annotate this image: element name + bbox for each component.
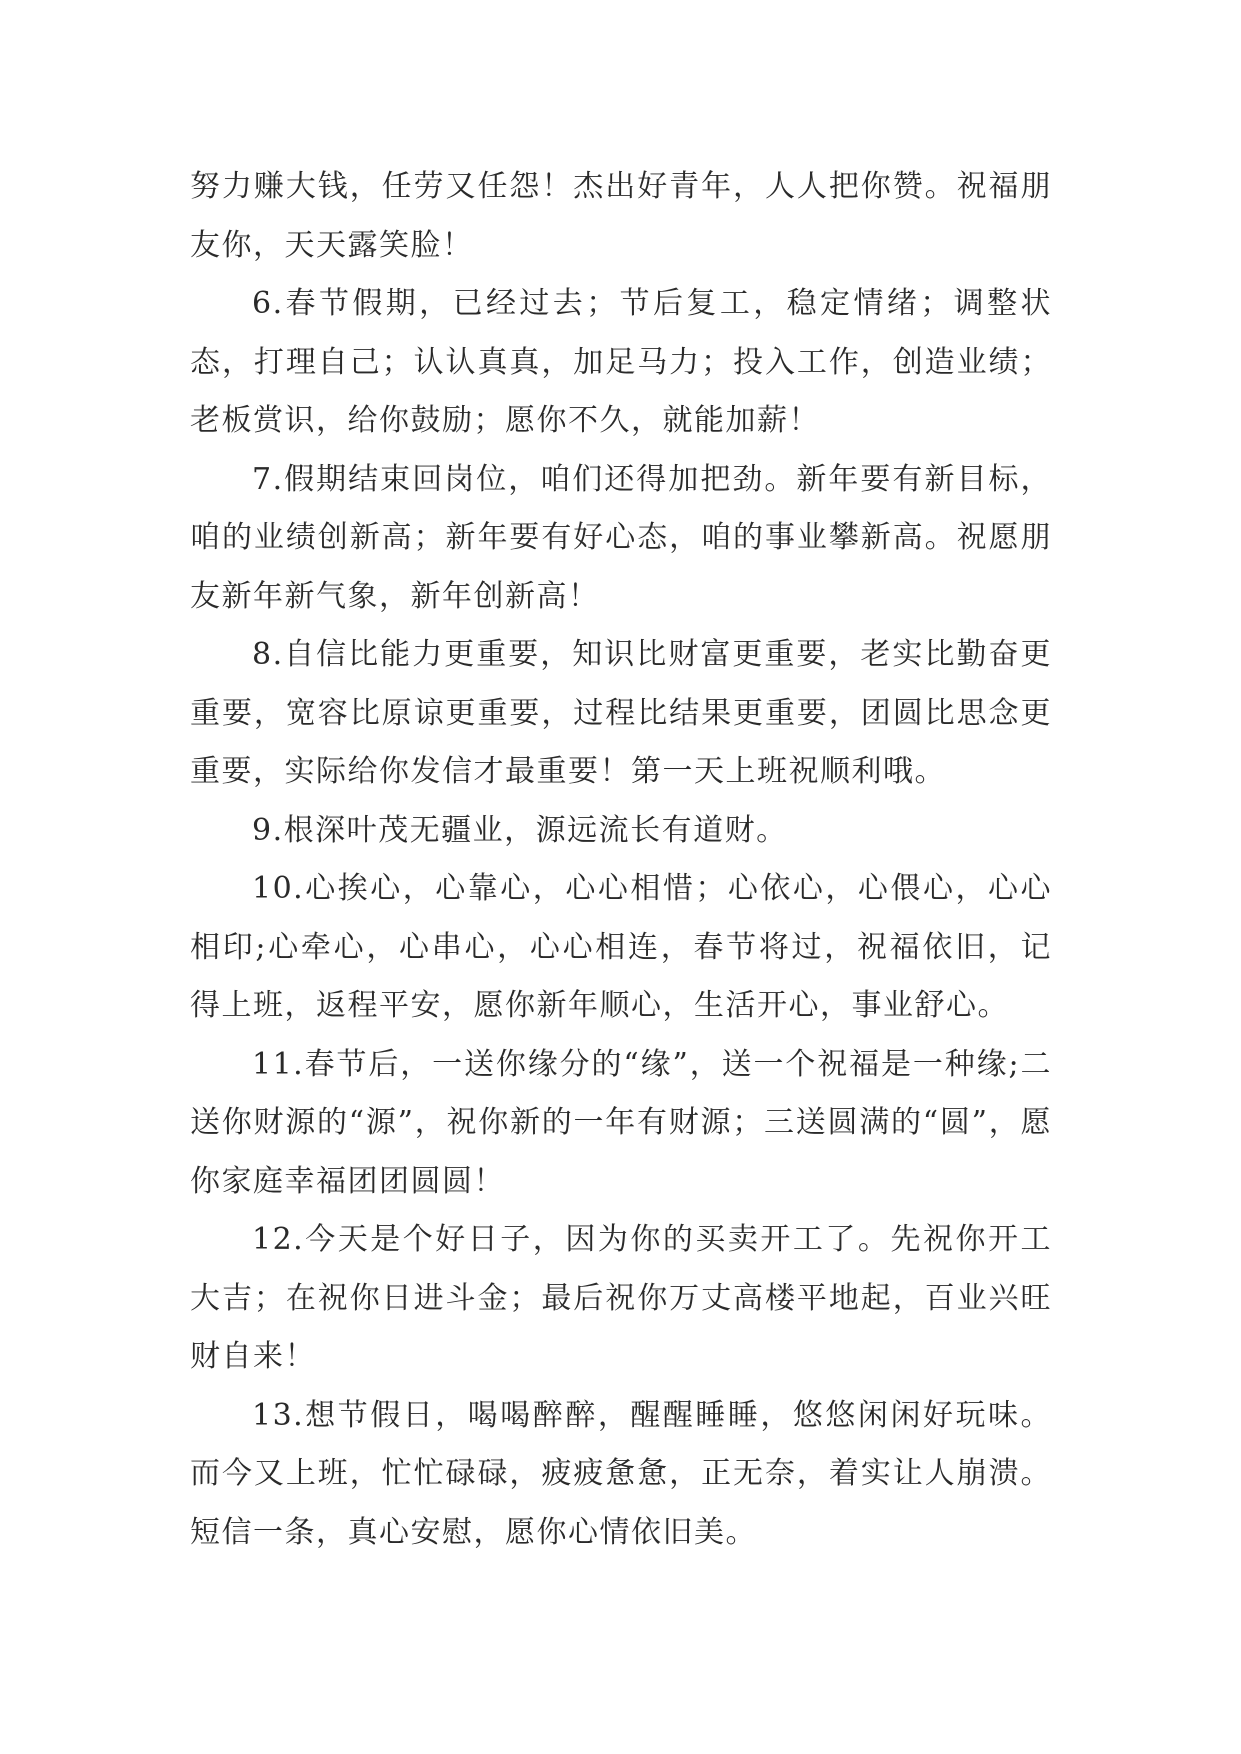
paragraph-item-6: 6.春节假期，已经过去；节后复工，稳定情绪；调整状态，打理自己；认认真真，加足马力；投入工作，创造业绩；老板赏识，给你鼓励；愿你不久，就能加薪！: [190, 286, 1052, 438]
document-body: [190, 158, 1052, 1562]
paragraph-item-11: 11.春节后，一送你缘分的“缘”，送一个祝福是一种缘;二送你财源的“源”，祝你新的一年有财源；三送圆满的“圆”，愿你家庭幸福团团圆圆！: [190, 1046, 1052, 1199]
paragraph-item-8: 8.自信比能力更重要，知识比财富更重要，老实比勤奋更重要，宽容比原谅更重要，过程比结果更重要，团圆比思念更重要，实际给你发信才最重要！第一天上班祝顺利哦。: [190, 637, 1052, 789]
paragraph-continuation: 努力赚大钱，任劳又任怨！杰出好青年，人人把你赞。祝福朋友你，天天露笑脸！: [190, 169, 1052, 263]
paragraph-item-10: 10.心挨心，心靠心，心心相惜；心依心，心偎心，心心相印;心牵心，心串心，心心相连，春节将过，祝福依旧，记得上班，返程平安，愿你新年顺心，生活开心，事业舒心。: [190, 871, 1052, 1023]
paragraph-item-12: 12.今天是个好日子，因为你的买卖开工了。先祝你开工大吉；在祝你日进斗金；最后祝你万丈高楼平地起，百业兴旺财自来！: [190, 1222, 1052, 1374]
paragraph-item-9: 9.根深叶茂无疆业，源远流长有道财。: [252, 812, 788, 848]
paragraph-item-7: 7.假期结束回岗位，咱们还得加把劲。新年要有新目标，咱的业绩创新高；新年要有好心态，咱的事业攀新高。祝愿朋友新年新气象，新年创新高！: [190, 461, 1052, 614]
paragraph-item-13: 13.想节假日，喝喝醉醉，醒醒睡睡，悠悠闲闲好玩味。而今又上班，忙忙碌碌，疲疲惫惫，正无奈，着实让人崩溃。短信一条，真心安慰，愿你心情依旧美。: [190, 1397, 1052, 1550]
